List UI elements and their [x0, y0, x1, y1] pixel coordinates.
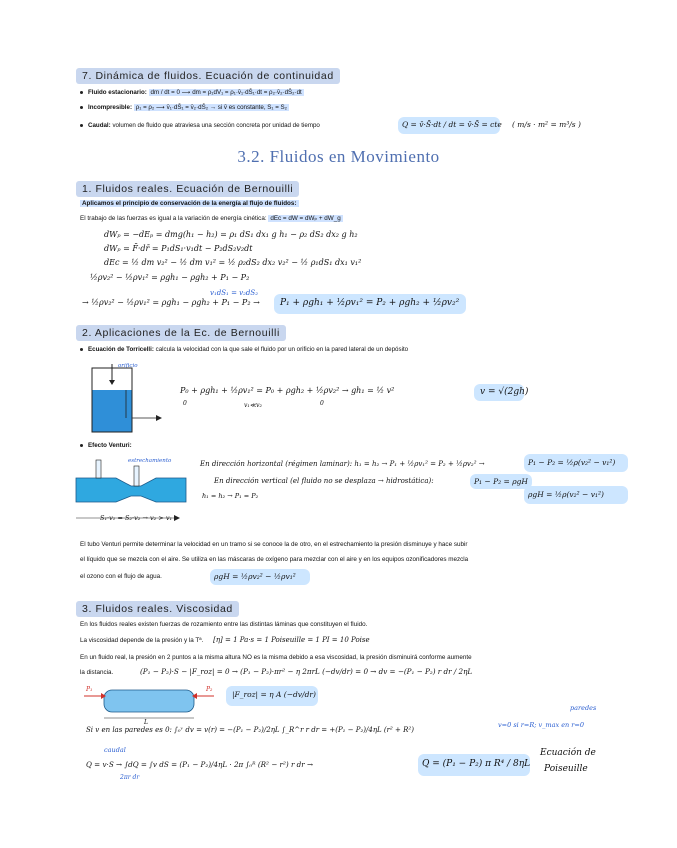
torricelli-zero-1: 0 [183, 400, 187, 407]
pipe-diagram [84, 684, 214, 724]
s2-b2-label: Efecto Venturi: [88, 442, 132, 449]
viscosity-equation-3: Si v en las paredes es 0: ∫₀ᵛ dv = v(r) = −(P₁ − P₂)/2ηL ∫_R^r r dr = +(P₁ − P₂)/4ηL (r² + R²) [86, 726, 414, 734]
caudal-units: ( m/s · m² = m³/s ) [512, 120, 581, 129]
viscosity-equation-1: (P₁ − P₂)·S − |F_roz| = 0 → (P₁ − P₂)·πr² − η 2πrL (−dv/dr) = 0 → dv = −(P₁ − P₂) r dr / 2ηL [140, 667, 473, 676]
s1-line-2-eq: dEc = dW = dWₚ + dW_g [270, 215, 341, 222]
tube-column-2 [134, 466, 139, 486]
s3-line-3: En un fluido real, la presión en 2 puntos a la misma altura NO es la misma debido a esa viscosidad, la presión disminuirá conforme aumente [80, 654, 472, 661]
flow-arrowhead [174, 515, 180, 521]
s1-line-1 [80, 200, 299, 207]
venturi-result-2: ρgH = ½ρ(v₂² − v₁²) [528, 490, 604, 499]
bullet-dot [80, 91, 83, 94]
s3-line-4: la distancia. [80, 669, 114, 676]
velocity-note: v=0 si r=R; v_max en r=0 [498, 721, 584, 729]
section-2-heading: 2. Aplicaciones de la Ec. de Bernouilli [76, 325, 286, 341]
s2-paragraph-3: el ozono con el flujo de agua. [80, 573, 162, 580]
venturi-line-3: h₁ = h₂ → P₁ = P₂ [202, 492, 259, 500]
s7-b1-eq: dm / dt = 0 ⟶ dm = ρ₁dV₁ = ρ₁·v̄₁·dS̄₁·dt = ρ₂·v̄₂·dS̄₂·dt [150, 89, 302, 96]
s1-hand-6: → ½ρv₂² − ½ρv₁² = ρgh₁ − ρgh₂ + P₁ − P₂ → [82, 298, 260, 307]
two-pi-label: 2πr dr [120, 774, 140, 781]
venturi-final: ρgH = ½ρv₂² − ½ρv₁² [214, 572, 296, 581]
orificio-label: orificio [118, 363, 138, 369]
s1-hand-4: ½ρv₂² − ½ρv₁² = ρgh₁ − ρgh₂ + P₁ − P₂ [90, 273, 250, 282]
p1-label: P₁ [86, 686, 93, 693]
venturi-mid: P₁ − P₂ = ρgH [474, 477, 528, 486]
s2-bullet-1 [80, 346, 408, 353]
s2-paragraph-2: el líquido que se mezcla con el aire. Se utiliza en las máscaras de oxígeno para mezclar con el aire y en los equipos ozonificadores mezcla [80, 556, 469, 563]
s7-bullet-1 [80, 89, 304, 96]
poiseuille-result: Q = (P₁ − P₂) π R⁴ / 8ηL [422, 759, 531, 769]
venturi-line-1: En dirección horizontal (régimen laminar): h₁ = h₂ → P₁ + ½ρv₁² = P₂ + ½ρv₂² → [200, 460, 485, 468]
s1-line-2-text: El trabajo de las fuerzas es igual a la variación de energía cinética: [80, 215, 267, 222]
viscosity-equation-4: Q = v·S → ∫dQ = ∫v dS = (P₁ − P₂)/4ηL · 2π ∫₀ᴿ (R² − r²) r dr → [86, 760, 314, 769]
bullet-dot [80, 106, 83, 109]
s3-line-2 [80, 636, 370, 644]
caudal-equation: Q = v̄·S̄·dt / dt = v̄·S̄ = cte [402, 120, 502, 129]
torricelli-equation: P₀ + ρgh₁ + ½ρv₁² = P₀ + ρgh₂ + ½ρv₂² → gh₁ = ½ v² [180, 386, 395, 395]
poiseuille-name-2: Poiseuille [544, 764, 588, 774]
s2-bullet-2 [80, 442, 132, 449]
poiseuille-name-1: Ecuación de [540, 748, 596, 758]
torricelli-note: v₁≪v₂ [244, 402, 262, 409]
s1-line-1-text: Aplicamos el principio de conservación de la energía al flujo de fluidos: [82, 200, 297, 207]
caudal-label: caudal [104, 746, 126, 754]
p2-label: P₂ [206, 686, 213, 693]
section-3-heading: 3. Fluidos reales. Viscosidad [76, 601, 239, 617]
pressure-arrowhead [109, 380, 115, 385]
s1-hand-3: dEc = ½ dm v₂² − ½ dm v₁² = ½ ρ₂dS₂ dx₂ v₂² − ½ ρ₁dS₁ dx₁ v₁² [104, 258, 362, 267]
s3-line-1: En los fluidos reales existen fuerzas de rozamiento entre las distintas láminas que constituyen el fluido. [80, 621, 368, 628]
section-1-heading: 1. Fluidos reales. Ecuación de Bernouilli [76, 181, 299, 197]
s2-b1-text: calcula la velocidad con la que sale el fluido por un orificio en la pared lateral de un depósito [155, 346, 409, 353]
s2-b1-label: Ecuación de Torricelli: [88, 346, 154, 353]
s1-hand-5: v₁dS₁ = v₂dS₂ [210, 289, 259, 297]
venturi-line-4: S₁·v₁ = S₂·v₂ → v₂ > v₁ [100, 514, 173, 522]
friction-equation: |F_roz| = η A (−dv/dr) [232, 690, 316, 699]
s7-b1-label: Fluido estacionario: [88, 89, 147, 96]
bullet-dot [80, 444, 83, 447]
length-label: L [144, 719, 148, 726]
s7-bullet-2 [80, 104, 289, 111]
tube-column-1 [96, 460, 101, 478]
s1-line-2 [80, 215, 343, 222]
pipe-body [104, 690, 194, 712]
s7-b2-eq: ρ₁ = ρ₂ ⟶ v̄₁·dS̄₁ = v̄₂·dS̄₂ → si v̄ es constante, S₁ = S₂ [135, 104, 288, 111]
torricelli-diagram [86, 362, 166, 434]
paredes-label: paredes [570, 704, 597, 712]
s7-bullet-3 [80, 122, 320, 129]
s2-paragraph-1: El tubo Venturi permite determinar la velocidad en un tramo si se conoce la de otro, en el estrechamiento la presión disminuye y hace subir [80, 541, 468, 548]
bullet-dot [80, 124, 83, 127]
jet-arrowhead [156, 415, 162, 421]
page-title: 3.2. Fluidos en Movimiento [237, 147, 440, 166]
s3-line-2-text: La viscosidad depende de la presión y la Tª. [80, 637, 204, 644]
venturi-label: estrechamiento [128, 458, 172, 464]
s1-hand-2: dWₚ = F̄·dr̄ = P₁dS₁·v₁dt − P₂dS₂v₂dt [104, 244, 253, 253]
s7-b3-text: volumen de fluido que atraviesa una sección concreta por unidad de tiempo [112, 122, 320, 129]
bernoulli-result: P₁ + ρgh₁ + ½ρv₁² = P₂ + ρgh₂ + ½ρv₂² [280, 298, 460, 308]
s1-hand-1: dWₚ = −dEₚ = dmg(h₁ − h₂) = ρ₁ dS₁ dx₁ g h₁ − ρ₂ dS₂ dx₂ g h₂ [104, 230, 358, 239]
s7-b2-label: Incompresible: [88, 104, 133, 111]
venturi-tube [76, 478, 186, 502]
venturi-diagram [76, 456, 196, 534]
torricelli-result: v = √(2gh) [480, 387, 529, 397]
viscosity-units: [η] = 1 Pa·s = 1 Poiseuille = 1 PI = 10 Poise [213, 636, 370, 644]
s7-b3-label: Caudal: [88, 122, 111, 129]
torricelli-zero-2: 0 [320, 400, 324, 407]
section-7-heading: 7. Dinámica de fluidos. Ecuación de continuidad [76, 68, 340, 84]
bullet-dot [80, 348, 83, 351]
venturi-line-2: En dirección vertical (el fluido no se desplaza → hidrostática): [214, 477, 434, 485]
venturi-result-1: P₁ − P₂ = ½ρ(v₂² − v₁²) [528, 458, 616, 467]
